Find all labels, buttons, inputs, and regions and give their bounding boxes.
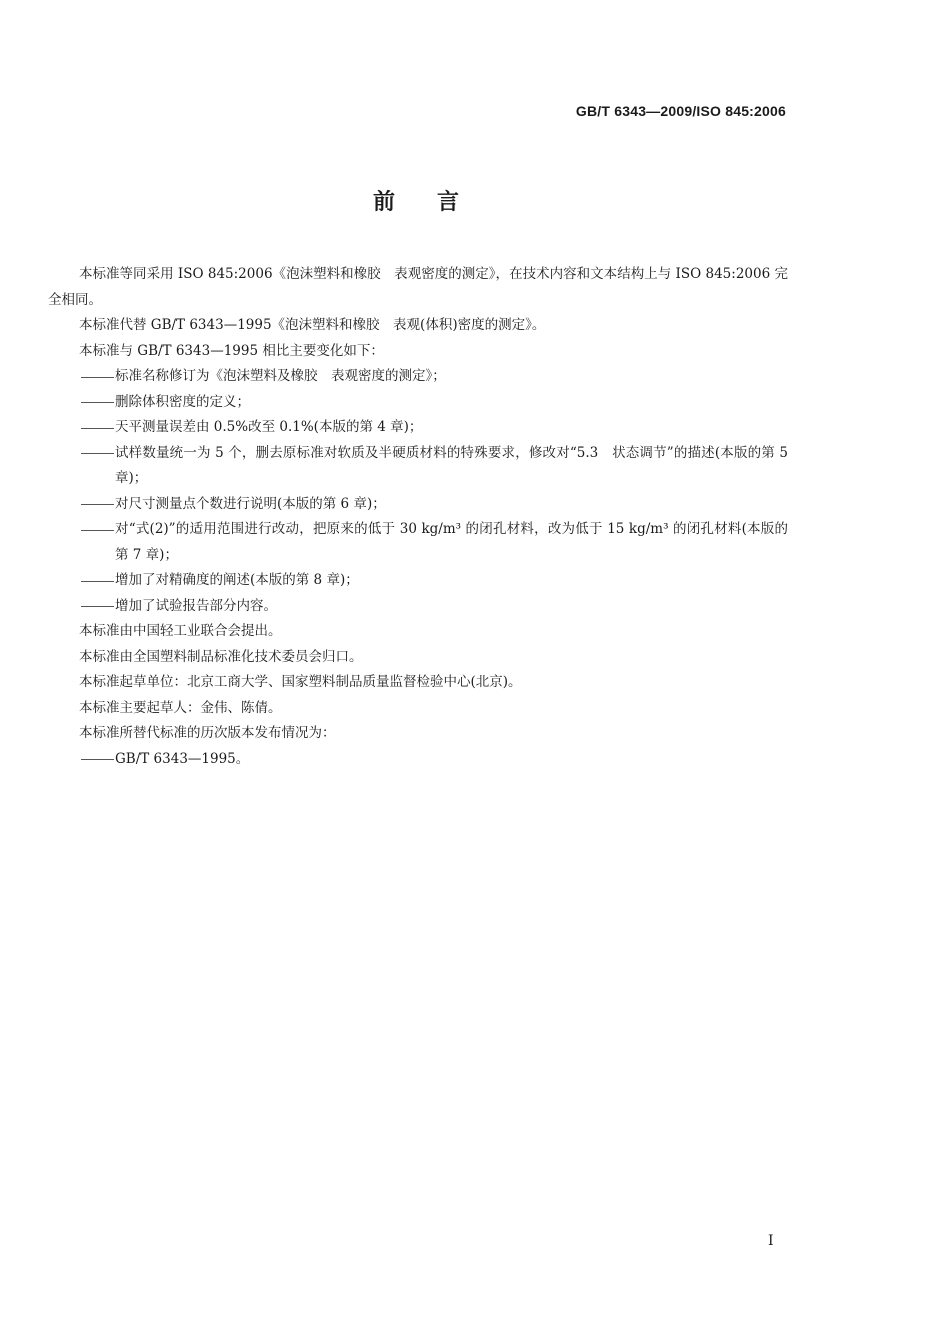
dash-marker [81, 402, 114, 403]
change-item-text: 标准名称修订为《泡沫塑料及橡胶 表观密度的测定》； [115, 368, 446, 384]
dash-marker [81, 759, 114, 760]
change-item-text: 增加了试验报告部分内容。 [115, 597, 277, 614]
change-item [48, 390, 788, 416]
change-item [48, 594, 788, 620]
paragraph-drafters: 本标准主要起草人：金伟、陈倩。 [79, 699, 282, 716]
paragraph-committee: 本标准由全国塑料制品标准化技术委员会归口。 [79, 648, 363, 665]
dash-marker [81, 530, 114, 531]
change-item [48, 568, 788, 594]
change-item [48, 492, 788, 518]
paragraph-history-intro: 本标准所替代标准的历次版本发布情况为： [79, 725, 336, 741]
history-item-text: GB/T 6343—1995。 [115, 750, 250, 767]
change-item-text: 删除体积密度的定义； [115, 393, 250, 410]
dash-marker [81, 606, 114, 607]
dash-marker [81, 453, 114, 454]
paragraph-drafting-units: 本标准起草单位：北京工商大学、国家塑料制品质量监督检验中心(北京)。 [79, 674, 522, 690]
change-item-text: 试样数量统一为 5 个，删去原标准对软质及半硬质材料的特殊要求，修改对“5.3 状态调节”的描述(本版的第 5 章)； [115, 444, 788, 486]
change-item [48, 441, 788, 492]
paragraph-changes-intro: 本标准与 GB/T 6343—1995 相比主要变化如下： [79, 342, 384, 359]
paragraph-replacement: 本标准代替 GB/T 6343—1995《泡沫塑料和橡胶 表观(体积)密度的测定》。 [79, 317, 546, 333]
paragraph-adoption: 本标准等同采用 ISO 845:2006《泡沫塑料和橡胶 表观密度的测定》，在技术内容和文本结构上与 ISO 845:2006 完全相同。 [48, 266, 788, 308]
page-title: 前言 [372, 189, 501, 215]
change-item-text: 对“式(2)”的适用范围进行改动，把原来的低于 30 kg/m³ 的闭孔材料，改为低于 15 kg/m³ 的闭孔材料(本版的第 7 章)； [115, 521, 788, 563]
dash-marker [81, 504, 114, 505]
change-item [48, 364, 788, 390]
foreword-body [48, 262, 788, 772]
page-number: I [768, 1233, 774, 1249]
change-item [48, 517, 788, 568]
change-item-text: 增加了对精确度的阐述(本版的第 8 章)； [115, 572, 359, 588]
change-item [48, 415, 788, 441]
dash-marker [81, 581, 114, 582]
change-item-text: 对尺寸测量点个数进行说明(本版的第 6 章)； [115, 495, 386, 512]
change-item-text: 天平测量误差由 0.5%改至 0.1%(本版的第 4 章)； [115, 419, 423, 435]
history-item [48, 747, 788, 773]
dash-marker [81, 428, 114, 429]
standard-code-header: GB/T 6343—2009/ISO 845:2006 [575, 103, 786, 119]
paragraph-proposer: 本标准由中国轻工业联合会提出。 [79, 623, 282, 639]
dash-marker [81, 377, 114, 378]
